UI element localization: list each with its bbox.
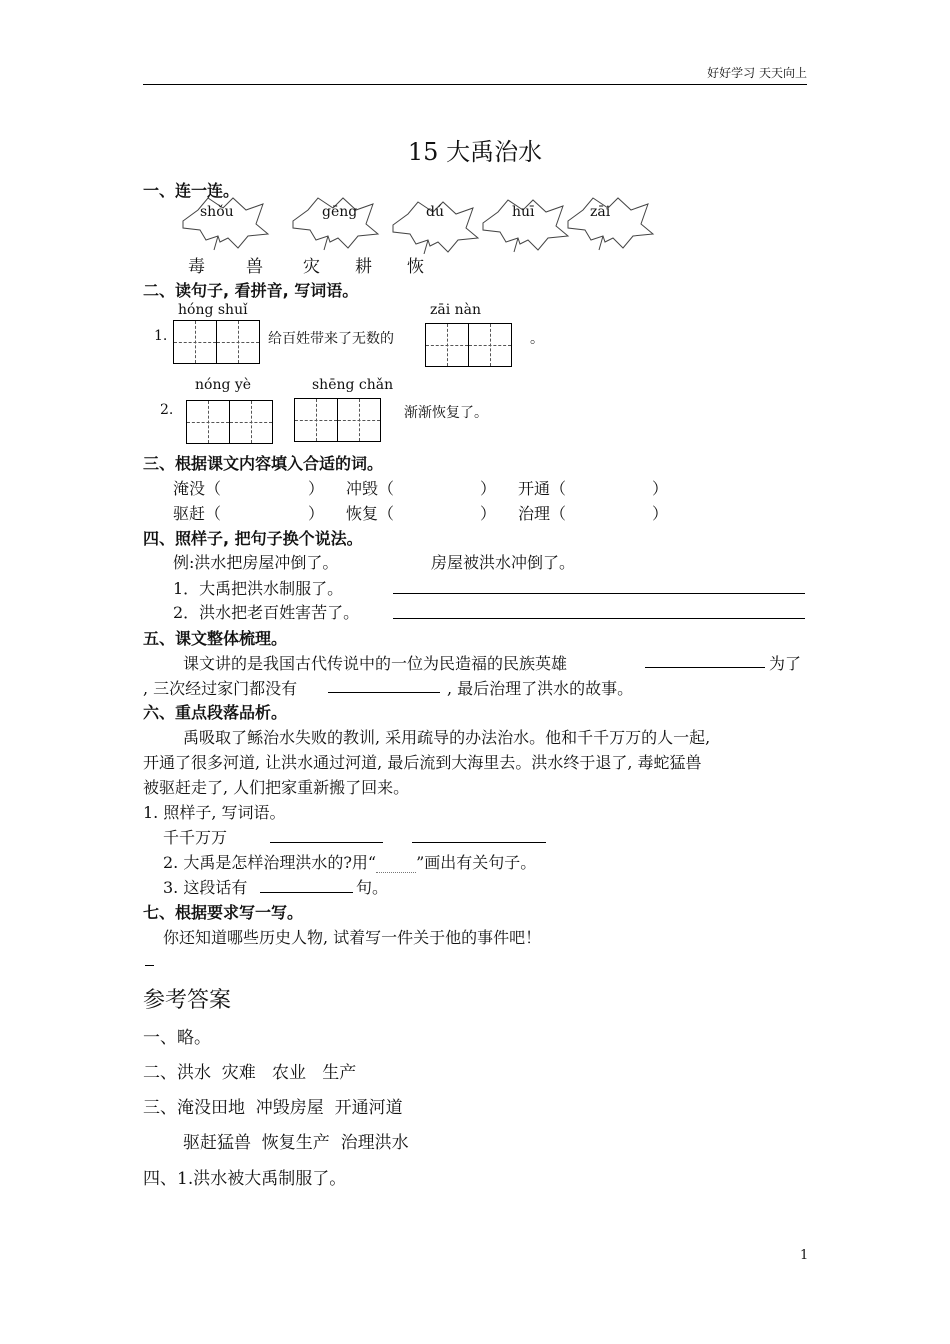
example-word: 千千万万 — [163, 828, 228, 847]
answer-line[interactable] — [270, 842, 383, 843]
passage-question: 1. 照样子, 写词语。 — [143, 803, 286, 822]
leaf-pinyin: gēng — [322, 204, 358, 220]
example-sentence: 例:洪水把房屋冲倒了。 — [173, 553, 339, 572]
page-title: 15 大禹治水 — [407, 138, 543, 166]
rewrite-question: 2．洪水把老百姓害苦了。 — [173, 603, 360, 622]
fill-word: 淹没（ — [173, 479, 222, 498]
short-rule — [145, 965, 154, 966]
pinyin-hint: shēng chǎn — [312, 377, 394, 393]
writing-grid[interactable] — [294, 398, 380, 442]
leaf-pinyin: huī — [512, 204, 535, 220]
section-2-heading: 二、读句子, 看拼音, 写词语。 — [143, 281, 359, 300]
match-char: 耕 — [355, 257, 372, 277]
pinyin-hint: nóng yè — [195, 377, 252, 393]
pinyin-hint: hóng shuǐ — [178, 302, 248, 318]
sentence-text: 。 — [530, 331, 544, 347]
passage-line: 禹吸取了鲧治水失败的教训, 采用疏导的办法治水。他和千千万万的人一起, — [183, 728, 711, 747]
passage-question: 句。 — [356, 878, 389, 897]
fill-word: 冲毁（ — [346, 479, 395, 498]
fill-word: ） — [308, 479, 325, 498]
fill-word: 治理（ — [518, 504, 567, 523]
summary-text: 课文讲的是我国古代传说中的一位为民造福的民族英雄 — [183, 654, 568, 673]
wavy-line-mark — [376, 853, 416, 873]
leaf-pinyin: shǒu — [200, 204, 234, 220]
section-1-heading: 一、连一连。 — [143, 181, 240, 200]
match-char: 兽 — [246, 257, 263, 277]
section-4-heading: 四、照样子, 把句子换个说法。 — [143, 529, 363, 548]
fill-word: ） — [480, 504, 497, 523]
answer-line-text: 一、略。 — [143, 1028, 211, 1048]
summary-text: , 最后治理了洪水的故事。 — [447, 679, 634, 698]
fill-word: ） — [652, 504, 669, 523]
passage-line: 被驱赶走了, 人们把家重新搬了回来。 — [143, 778, 410, 797]
fill-word: ） — [480, 479, 497, 498]
maple-leaves — [168, 196, 808, 254]
fill-word: 开通（ — [518, 479, 567, 498]
passage-question — [163, 850, 536, 873]
answers-title: 参考答案 — [143, 988, 232, 1013]
page-number: 1 — [800, 1248, 809, 1263]
fill-word: 恢复（ — [346, 504, 395, 523]
question-number: 1. — [154, 328, 168, 344]
answer-line[interactable] — [645, 667, 765, 668]
leaf-pinyin: dú — [426, 204, 444, 220]
writing-grid[interactable] — [425, 323, 511, 367]
header-rule — [143, 84, 807, 85]
answer-line[interactable] — [412, 842, 546, 843]
question-text: ”画出有关句子。 — [416, 853, 537, 872]
answer-line-text: 二、洪水 灾难 农业 生产 — [143, 1063, 357, 1083]
summary-text: 为了 — [769, 654, 802, 673]
match-char: 毒 — [188, 257, 205, 277]
question-number: 2. — [160, 402, 174, 418]
fill-word: ） — [652, 479, 669, 498]
answer-line[interactable] — [393, 593, 805, 594]
page-header: 好好学习 天天向上 — [707, 66, 807, 80]
match-char: 恢 — [407, 257, 424, 277]
section-3-heading: 三、根据课文内容填入合适的词。 — [143, 454, 384, 473]
example-answer: 房屋被洪水冲倒了。 — [431, 553, 576, 572]
maple-leaf-icon — [568, 198, 653, 250]
pinyin-hint: zāi nàn — [430, 302, 482, 318]
writing-prompt: 你还知道哪些历史人物, 试着写一件关于他的事件吧！ — [163, 928, 542, 947]
summary-text: , 三次经过家门都没有 — [143, 679, 298, 698]
sentence-text: 渐渐恢复了。 — [404, 405, 488, 421]
answer-line[interactable] — [260, 892, 353, 893]
fill-word: ） — [308, 504, 325, 523]
writing-grid[interactable] — [173, 320, 259, 364]
writing-grid[interactable] — [186, 400, 272, 444]
answer-line[interactable] — [328, 692, 440, 693]
sentence-text: 给百姓带来了无数的 — [268, 331, 394, 347]
section-6-heading: 六、重点段落品析。 — [143, 703, 288, 722]
answer-line-text: 四、1.洪水被大禹制服了。 — [143, 1169, 347, 1189]
question-text: 2. 大禹是怎样治理洪水的?用“ — [163, 853, 377, 872]
answer-line-text: 驱赶猛兽 恢复生产 治理洪水 — [183, 1133, 409, 1153]
answer-line[interactable] — [393, 618, 805, 619]
fill-word: 驱赶（ — [173, 504, 222, 523]
section-5-heading: 五、课文整体梳理。 — [143, 629, 288, 648]
leaf-pinyin: zāi — [590, 204, 611, 220]
passage-question: 3. 这段话有 — [163, 878, 248, 897]
passage-line: 开通了很多河道, 让洪水通过河道, 最后流到大海里去。洪水终于退了, 毒蛇猛兽 — [143, 753, 702, 772]
match-char: 灾 — [303, 257, 320, 277]
rewrite-question: 1．大禹把洪水制服了。 — [173, 579, 344, 598]
answer-line-text: 三、淹没田地 冲毁房屋 开通河道 — [143, 1098, 403, 1118]
section-7-heading: 七、根据要求写一写。 — [143, 903, 304, 922]
